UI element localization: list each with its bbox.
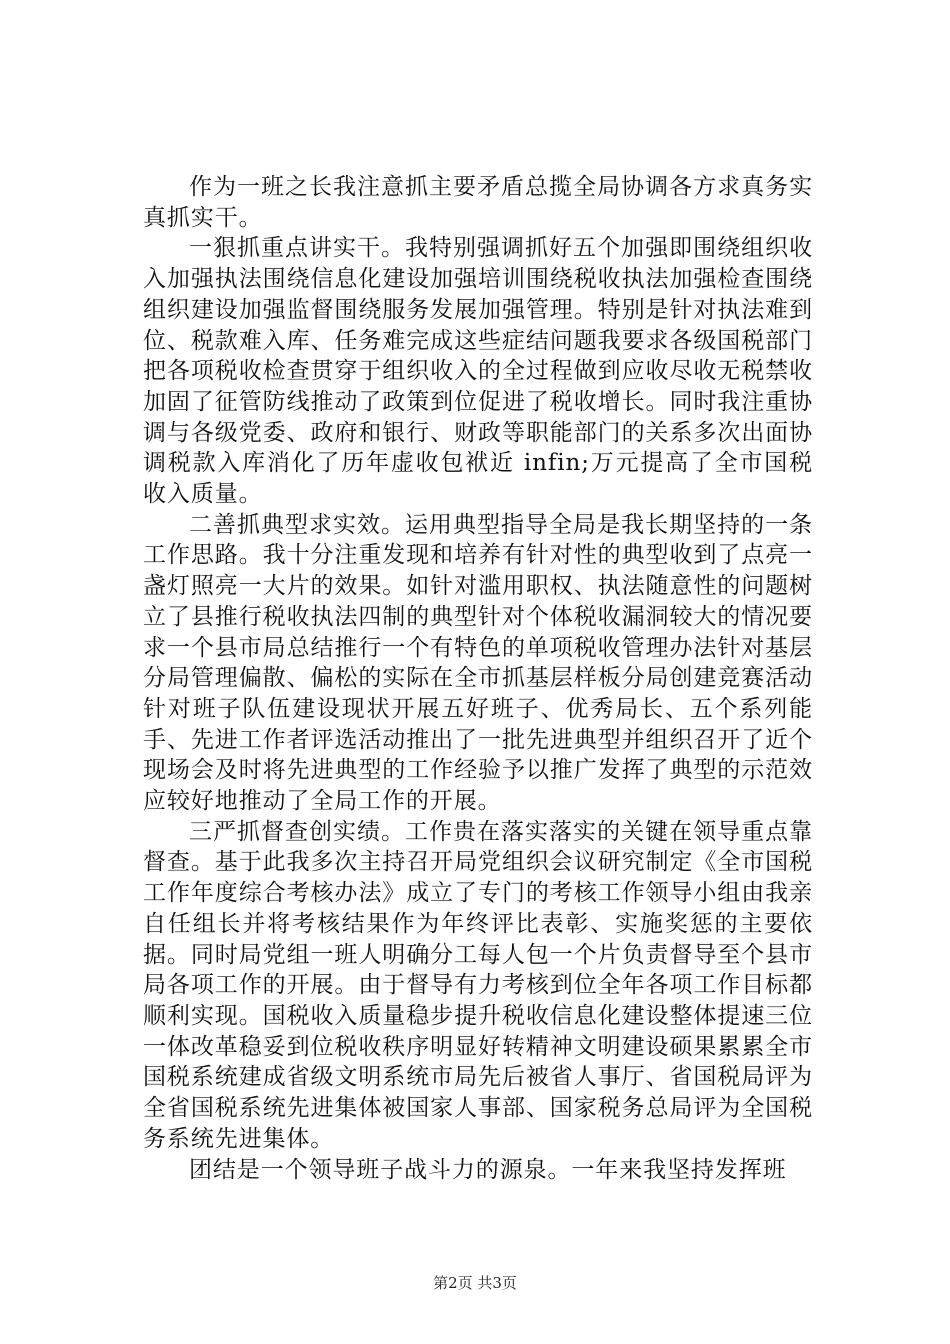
paragraph-5: 团结是一个领导班子战斗力的源泉。一年来我坚持发挥班 xyxy=(189,1156,787,1183)
paragraph-1: 作为一班之长我注意抓主要矛盾总揽全局协调各方求真务实真抓实干。 xyxy=(143,174,813,231)
paragraph-2: 一狠抓重点讲实干。我特别强调抓好五个加强即围绕组织收入加强执法围绕信息化建设加强培训围绕税收执法加强检查围绕组织建设加强监督围绕服务发展加强管理。特别是针对执法难到位、税款难入库、任务难完成这些症结问题我要求各级国税部门把各项税收检查贯穿于组织收入的全过程做到应收尽收无税禁收加固了征管防线推动了政策到位促进了税收增长。同时我注重协调与各级党委、政府和银行、财政等职能部门的关系多次出面协调税款入库消化了历年虚收包袱近 infin;万元提高了全市国税收入质量。 xyxy=(143,235,813,508)
paragraph-4: 三严抓督查创实绩。工作贵在落实落实的关键在领导重点靠督查。基于此我多次主持召开局党组织会议研究制定《全市国税工作年度综合考核办法》成立了专门的考核工作领导小组由我亲自任组长并将考核结果作为年终评比表彰、实施奖惩的主要依据。同时局党组一班人明确分工每人包一个片负责督导至个县市局各项工作的开展。由于督导有力考核到位全年各项工作目标都顺利实现。国税收入质量稳步提升税收信息化建设整体提速三位一体改革稳妥到位税收秩序明显好转精神文明建设硕果累累全市国税系统建成省级文明系统市局先后被省人事厅、省国税局评为全省国税系统先进集体被国家人事部、国家税务总局评为全国税务系统先进集体。 xyxy=(143,818,813,1152)
document-body xyxy=(143,172,813,1185)
paragraph-3: 二善抓典型求实效。运用典型指导全局是我长期坚持的一条工作思路。我十分注重发现和培养有针对性的典型收到了点亮一盏灯照亮一大片的效果。如针对滥用职权、执法随意性的问题树立了县推行税收执法四制的典型针对个体税收漏洞较大的情况要求一个县市局总结推行一个有特色的单项税收管理办法针对基层分局管理偏散、偏松的实际在全市抓基层样板分局创建竞赛活动针对班子队伍建设现状开展五好班子、优秀局长、五个系列能手、先进工作者评选活动推出了一批先进典型并组织召开了近个现场会及时将先进典型的工作经验予以推广发挥了典型的示范效应较好地推动了全局工作的开展。 xyxy=(143,511,813,815)
page-number-footer: 第2页 共3页 xyxy=(433,1274,517,1292)
